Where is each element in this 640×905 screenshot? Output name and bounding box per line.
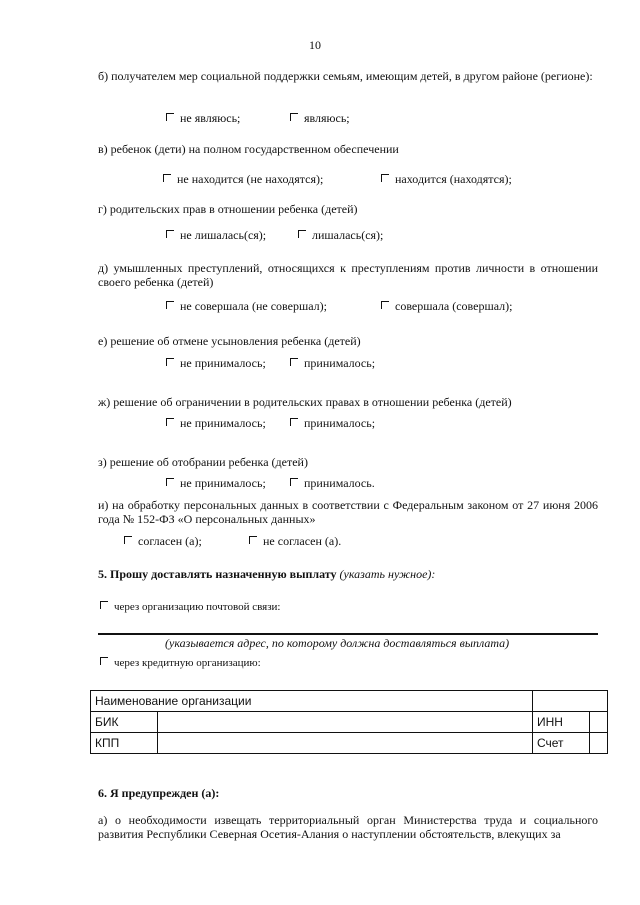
checkbox-icon [124,536,132,544]
bik-value[interactable] [158,712,533,733]
checkbox-icon [290,113,298,121]
item-z-option-1[interactable]: не принималось; [166,476,266,490]
inn-label: ИНН [532,712,589,733]
item-zh-option-1[interactable]: не принималось; [166,416,266,430]
postal-option[interactable]: через организацию почтовой связи: [100,600,281,614]
checkbox-icon [381,301,389,309]
address-line[interactable] [98,633,598,635]
item-g-text: г) родительских прав в отношении ребенка (детей) [98,202,358,216]
item-g-option-1[interactable]: не лишалась(ся); [166,228,266,242]
org-name-value[interactable] [532,691,607,712]
checkbox-icon [381,174,389,182]
item-b-option-1[interactable]: не являюсь; [166,111,240,125]
item-i-option-1[interactable]: согласен (а); [124,534,202,548]
item-e-text: е) решение об отмене усыновления ребенка (детей) [98,334,361,348]
item-b-text: б) получателем мер социальной поддержки семьям, имеющим детей, в другом районе (регионе): [98,69,593,83]
checkbox-icon [166,301,174,309]
item-d-option-2[interactable]: совершала (совершал); [381,299,512,313]
item-v-text: в) ребенок (дети) на полном государственном обеспечении [98,142,399,156]
checkbox-icon [166,418,174,426]
item-g-option-2[interactable]: лишалась(ся); [298,228,383,242]
account-label: Счет [532,733,589,754]
checkbox-icon [166,113,174,121]
org-name-label: Наименование организации [91,691,533,712]
table-row [91,712,608,733]
section-5-hint: (указать нужное): [339,567,436,581]
item-zh-option-2[interactable]: принималось; [290,416,375,430]
checkbox-icon [166,358,174,366]
inn-value[interactable] [589,712,607,733]
table-row [91,691,608,712]
checkbox-icon [163,174,171,182]
section-5-heading [98,567,435,581]
item-i-option-2[interactable]: не согласен (а). [249,534,341,548]
page-number: 10 [309,38,321,52]
checkbox-icon [290,358,298,366]
checkbox-icon [100,601,108,609]
section-6-title: 6. Я предупрежден (а): [98,786,220,800]
item-d-text: д) умышленных преступлений, относящихся к преступлениям против личности в отношении своего ребенка (детей) [98,261,598,289]
item-z-option-2[interactable]: принималось. [290,476,375,490]
credit-option[interactable]: через кредитную организацию: [100,656,261,670]
account-value[interactable] [589,733,607,754]
checkbox-icon [100,657,108,665]
item-e-option-2[interactable]: принималось; [290,356,375,370]
bank-details-table [90,690,608,754]
checkbox-icon [290,478,298,486]
table-row [91,733,608,754]
checkbox-icon [298,230,306,238]
checkbox-icon [290,418,298,426]
item-d-option-1[interactable]: не совершала (не совершал); [166,299,327,313]
item-e-option-1[interactable]: не принималось; [166,356,266,370]
checkbox-icon [166,478,174,486]
section-6-item-a: а) о необходимости извещать территориальный орган Министерства труда и социального развития Республики Северная Осетия-Алания о наступлении обстоятельств, влекущих за [98,813,598,841]
item-z-text: з) решение об отобрании ребенка (детей) [98,455,308,469]
checkbox-icon [166,230,174,238]
item-i-text: и) на обработку персональных данных в соответствии с Федеральным законом от 27 июня 2006 года № 152-ФЗ «О персональных данных» [98,498,598,526]
item-zh-text: ж) решение об ограничении в родительских правах в отношении ребенка (детей) [98,395,512,409]
item-v-option-1[interactable]: не находится (не находятся); [163,172,323,186]
item-b-option-2[interactable]: являюсь; [290,111,350,125]
section-5-title: 5. Прошу доставлять назначенную выплату [98,567,337,581]
item-v-option-2[interactable]: находится (находятся); [381,172,512,186]
kpp-value[interactable] [158,733,533,754]
address-hint: (указывается адрес, по которому должна доставляться выплата) [165,636,510,650]
checkbox-icon [249,536,257,544]
kpp-label: КПП [91,733,158,754]
bik-label: БИК [91,712,158,733]
